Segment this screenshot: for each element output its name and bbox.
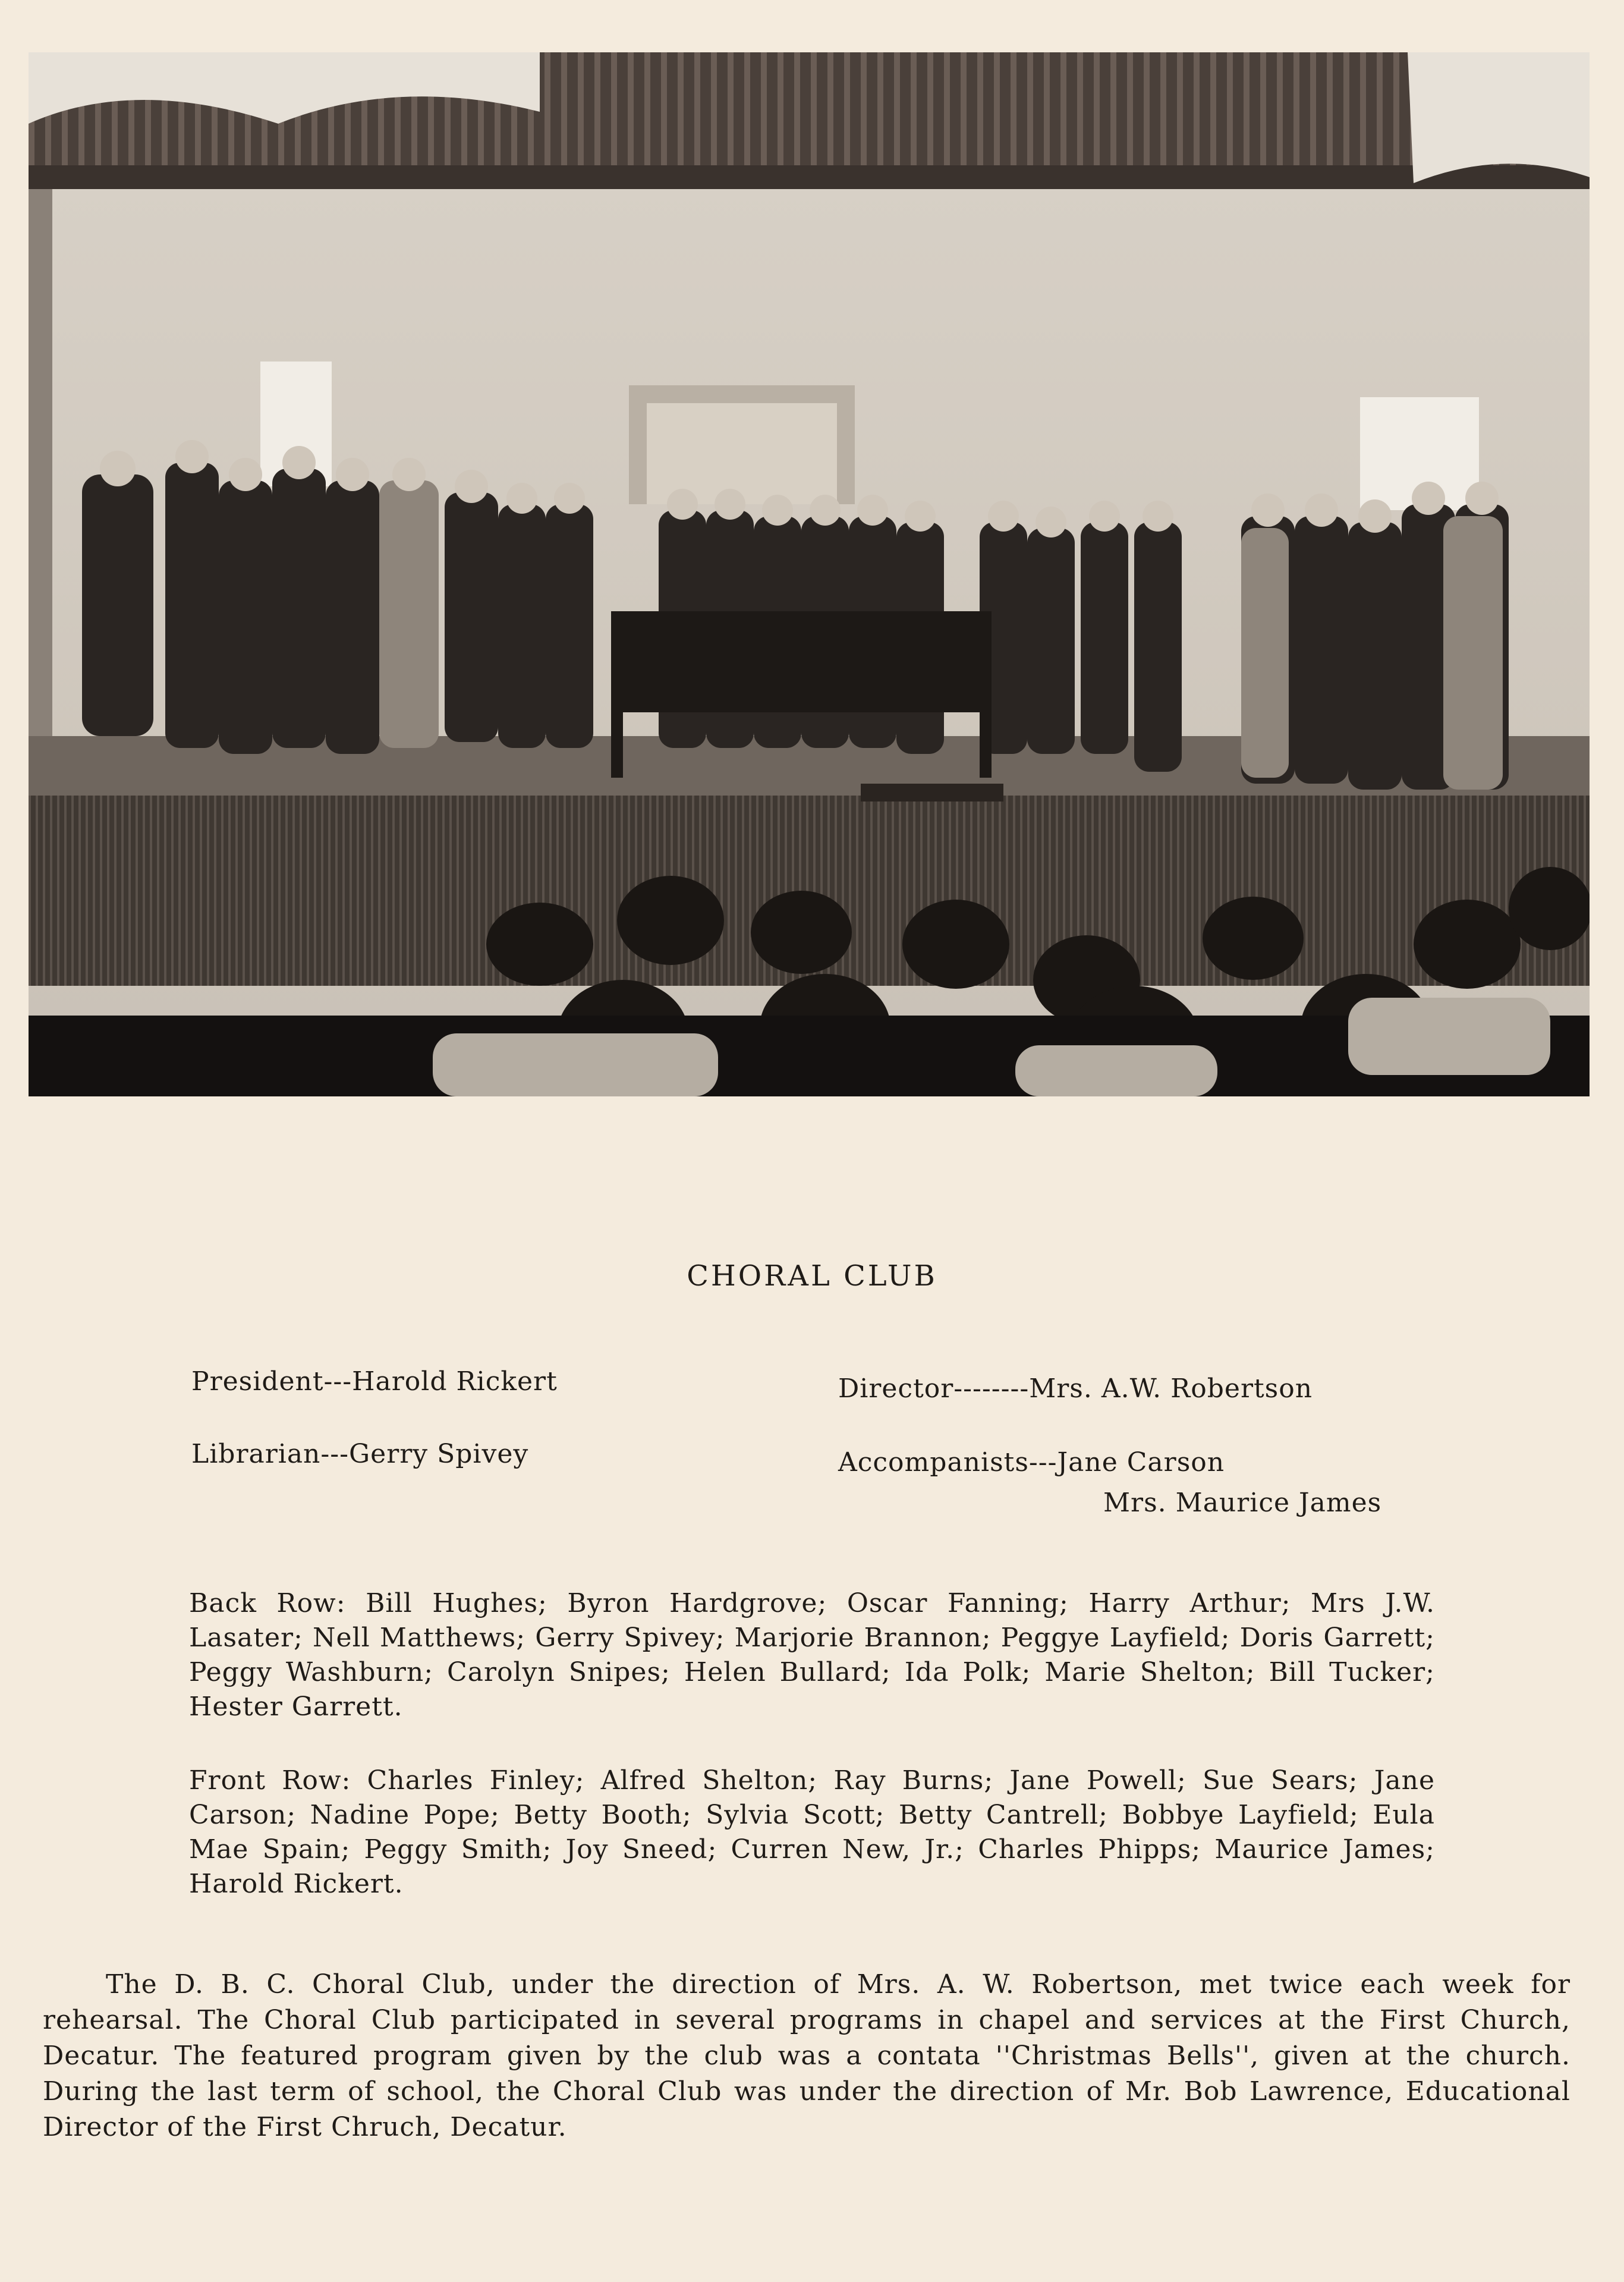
front-row-list: Front Row: Charles Finley; Alfred Shelton; Ray Burns; Jane Powell; Sue Sears; Jane Carson; Nadine Pope; Betty Booth; Sylvia Scott; Betty Cantrell; Bobbye Layfield; Eula Mae Spain; Peggy Smith; Joy Sneed; Curren New, Jr.; Charles Phipps; Maurice James; Harold Rickert. — [189, 1765, 1435, 1899]
page-title: CHORAL CLUB — [687, 1259, 937, 1293]
president-line: President---Harold Rickert — [191, 1366, 558, 1397]
choral-club-photo — [29, 52, 1590, 1096]
description-paragraph: The D. B. C. Choral Club, under the direction of Mrs. A. W. Robertson, met twice each week for rehearsal. The Choral Club participated in several programs in chapel and services at the First Church, Decatur. The featured program given by the club was a contata ''Christmas Bells'', given at the church. During the last term of school, the Choral Club was under the direction of Mr. Bob Lawrence, Educational Director of the First Chruch, Decatur. — [43, 1969, 1571, 2142]
librarian-line: Librarian---Gerry Spivey — [191, 1439, 529, 1469]
accompanists-line: Accompanists---Jane Carson — [838, 1447, 1225, 1478]
choir-on-stage-photo-icon — [29, 52, 1590, 1096]
back-row-list: Back Row: Bill Hughes; Byron Hardgrove; Oscar Fanning; Harry Arthur; Mrs J.W. Lasater; Nell Matthews; Gerry Spivey; Marjorie Brannon; Peggye Layfield; Doris Garrett; Peggy Washburn; Carolyn Snipes; Helen Bullard; Ida Polk; Marie Shelton; Bill Tucker; Hester Garrett. — [189, 1588, 1435, 1722]
accompanists-second-line: Mrs. Maurice James — [1103, 1488, 1382, 1518]
director-line: Director--------Mrs. A.W. Robertson — [838, 1373, 1313, 1404]
